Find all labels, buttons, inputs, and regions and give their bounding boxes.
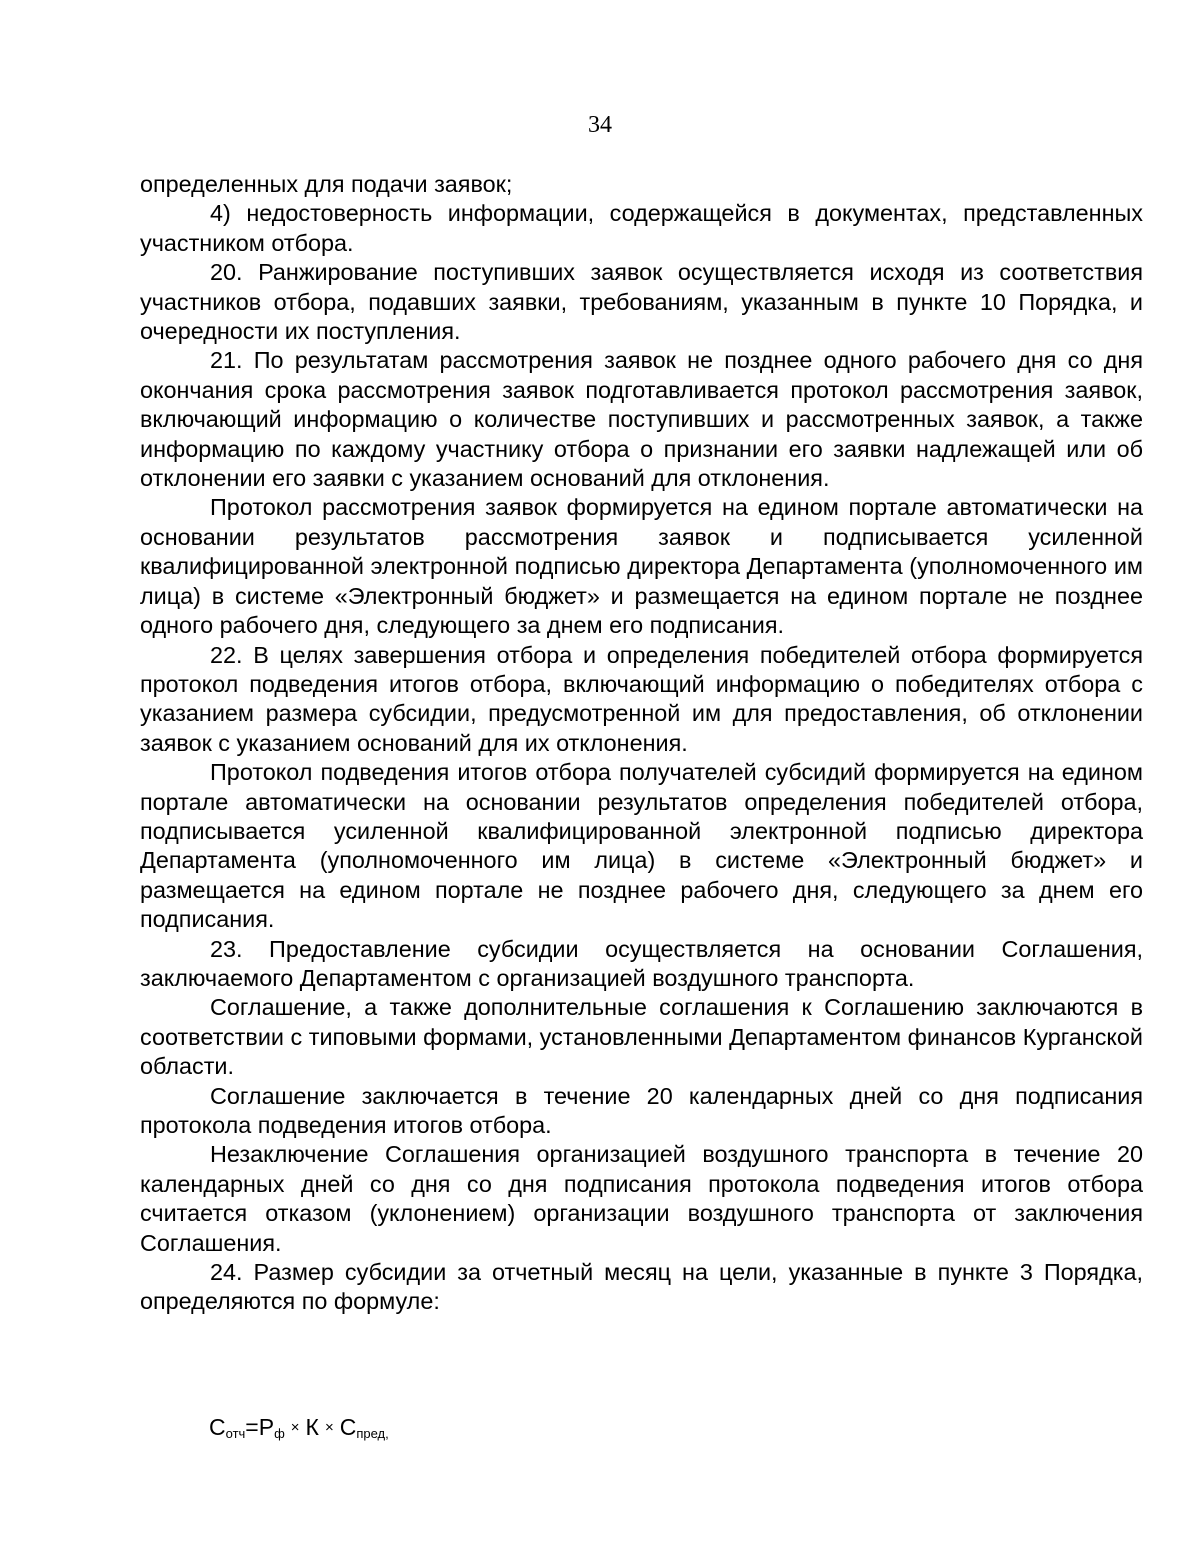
paragraph-21: 21. По результатам рассмотрения заявок не позднее одного рабочего дня со дня окончания срока рассмотрения заявок подготавливается протокол рассмотрения заявок, включающий информацию о количестве поступивших и рассмотренных заявок, а также информацию по каждому участнику отбора о признании его заявки надлежащей или об отклонении его заявки с указанием оснований для отклонения. [140,347,1143,492]
paragraph-20: 20. Ранжирование поступивших заявок осуществляется исходя из соответствия участников отбора, подавших заявки, требованиям, указанным в пункте 10 Порядка, и очередности их поступления. [140,259,1143,345]
page-number: 34 [588,112,612,138]
paragraph-22: 22. В целях завершения отбора и определения победителей отбора формируется протокол подведения итогов отбора, включающий информацию о победителях отбора с указанием размера субсидии, предусмотренной им для предоставления, об отклонении заявок с указанием оснований для их отклонения. [140,641,1143,756]
paragraph-24: 24. Размер субсидии за отчетный месяц на цели, указанные в пункте 3 Порядка, определяются по формуле: [140,1259,1143,1315]
formula-c2: С [339,1414,357,1440]
formula-tail: , [385,1426,389,1441]
multiply-icon: × [290,1419,300,1436]
multiply-icon: × [324,1419,334,1436]
paragraph-23-agreement: Соглашение, а также дополнительные соглашения к Соглашению заключаются в соответствии с типовыми формами, установленными Департаментом финансов Курганской области. [140,994,1143,1080]
formula-c-sub: отч [225,1426,246,1441]
formula-p: Р [258,1414,275,1440]
paragraph-23-term: Соглашение заключается в течение 20 календарных дней со дня подписания протокола подведения итогов отбора. [140,1082,1143,1138]
formula-p-sub: ф [274,1426,285,1441]
formula-c2-sub: пред [356,1426,386,1441]
formula-k: К [305,1414,319,1440]
paragraph-22-protocol: Протокол подведения итогов отбора получателей субсидий формируется на едином портале автоматически на основании результатов определения победителей отбора, подписывается усиленной квалифицированной электронной подписью директора Департамента (уполномоченного им лица) в системе «Электронный бюджет» и размещается на едином портале не позднее рабочего дня, следующего за днем его подписания. [140,759,1143,933]
body-text [140,170,1143,1317]
paragraph-continuation: определенных для подачи заявок; [140,171,513,197]
formula-c: С [209,1414,226,1440]
paragraph-23: 23. Предоставление субсидии осуществляется на основании Соглашения, заключаемого Департаментом с организацией воздушного транспорта. [140,935,1143,991]
paragraph-23-refusal: Незаключение Соглашения организацией воздушного транспорта в течение 20 календарных дней со дня со дня подписания протокола подведения итогов отбора считается отказом (уклонением) организации воздушного транспорта от заключения Соглашения. [140,1141,1143,1256]
subsidy-formula [209,1414,389,1441]
paragraph-21-protocol: Протокол рассмотрения заявок формируется на едином портале автоматически на основании результатов рассмотрения заявок и подписывается усиленной квалифицированной электронной подписью директора Департамента (уполномоченного им лица) в системе «Электронный бюджет» и размещается на едином портале не позднее одного рабочего дня, следующего за днем его подписания. [140,494,1143,639]
formula-eq: = [245,1414,259,1440]
paragraph-item-4: 4) недостоверность информации, содержащейся в документах, представленных участником отбора. [140,200,1143,256]
